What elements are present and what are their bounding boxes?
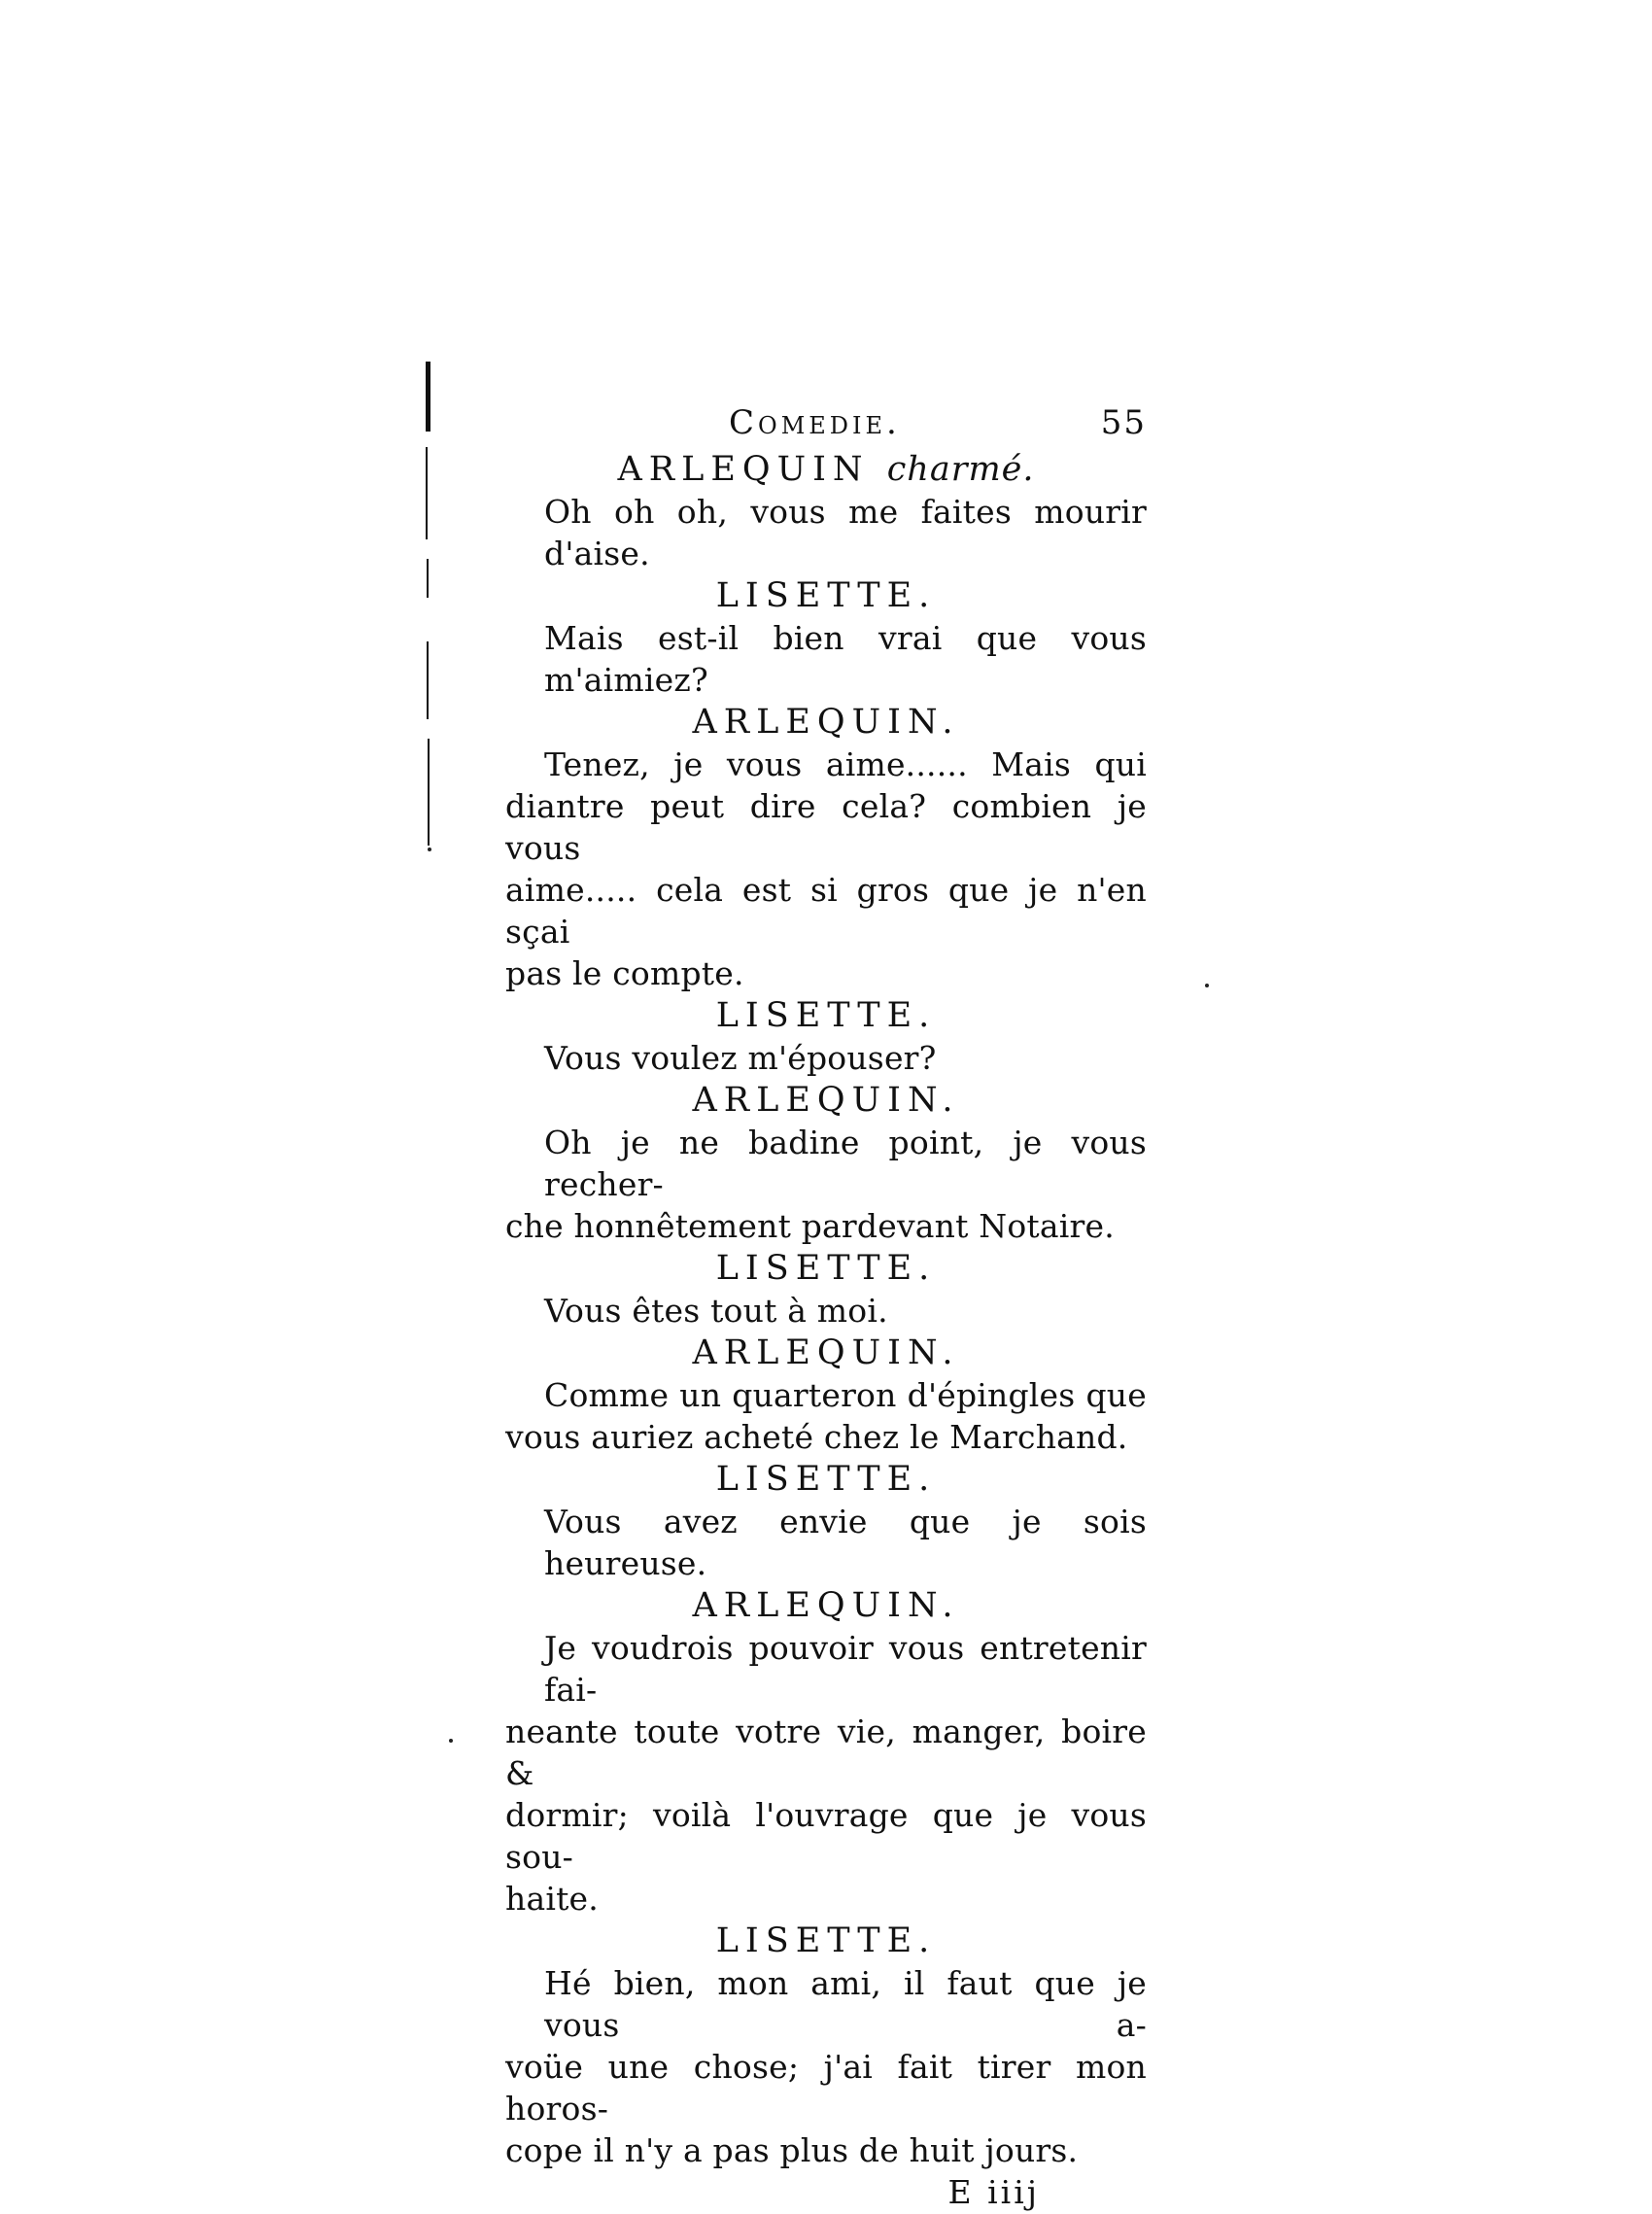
speech-line: Comme un quarteron d'épingles que bbox=[544, 1376, 1147, 1414]
speaker-heading bbox=[505, 574, 1147, 617]
speech bbox=[505, 1627, 1147, 1920]
margin-scan-line bbox=[426, 447, 428, 539]
speaker-name: ARLEQUIN. bbox=[692, 703, 960, 742]
speech bbox=[505, 1501, 1147, 1584]
speaker-heading bbox=[505, 1584, 1147, 1627]
speaker-heading bbox=[505, 1332, 1147, 1374]
speaker-heading bbox=[505, 1920, 1147, 1962]
margin-scan-line bbox=[428, 739, 430, 846]
speech bbox=[505, 617, 1147, 701]
running-title: Comedie. bbox=[729, 403, 901, 442]
page-text bbox=[505, 403, 1147, 2214]
stage-direction: charmé. bbox=[886, 450, 1035, 489]
speech-line: neante toute votre vie, manger, boire & bbox=[505, 1712, 1147, 1792]
speaker-name: LISETTE. bbox=[715, 1460, 937, 1499]
speaker-heading bbox=[505, 994, 1147, 1037]
speech-line: che honnêtement pardevant Notaire. bbox=[505, 1207, 1115, 1245]
running-header bbox=[505, 403, 1147, 448]
speech-line: pas le compte. bbox=[505, 954, 744, 992]
speaker-heading bbox=[505, 1247, 1147, 1290]
speech bbox=[505, 1962, 1147, 2171]
speaker-name: LISETTE. bbox=[715, 1249, 937, 1288]
speaker-name: ARLEQUIN. bbox=[692, 1081, 960, 1120]
margin-scan-line bbox=[427, 559, 429, 598]
speaker-name: ARLEQUIN. bbox=[692, 1333, 960, 1372]
speaker-heading bbox=[505, 1458, 1147, 1501]
speech-line: haite. bbox=[505, 1880, 599, 1918]
speech bbox=[505, 491, 1147, 574]
speech bbox=[505, 1037, 1147, 1079]
speaker-name: LISETTE. bbox=[715, 996, 937, 1035]
speech-line: Vous avez envie que je sois heureuse. bbox=[544, 1503, 1147, 1582]
speaker-name: LISETTE. bbox=[715, 1921, 937, 1960]
speech-line: voüe une chose; j'ai fait tirer mon horos- bbox=[505, 2048, 1147, 2128]
speech-line: Oh oh oh, vous me faites mourir d'aise. bbox=[544, 493, 1147, 572]
speaker-heading bbox=[505, 701, 1147, 744]
speech-line: Oh je ne badine point, je vous recher- bbox=[544, 1124, 1147, 1203]
speaker-heading bbox=[505, 1079, 1147, 1122]
margin-scan-line bbox=[426, 362, 430, 432]
speech-line: aime..... cela est si gros que je n'en sçai bbox=[505, 871, 1147, 951]
speaker-name: ARLEQUIN. bbox=[692, 1586, 960, 1625]
speech-line: Je voudrois pouvoir vous entretenir fai- bbox=[544, 1629, 1147, 1709]
speech bbox=[505, 744, 1147, 994]
margin-speck bbox=[449, 1739, 453, 1743]
margin-scan-line bbox=[427, 641, 429, 719]
speech-line: Tenez, je vous aime...... Mais qui bbox=[544, 745, 1147, 783]
speaker-heading bbox=[505, 448, 1147, 491]
speech-line: Vous voulez m'épouser? bbox=[544, 1039, 937, 1077]
speech-line: cope il n'y a pas plus de huit jours. bbox=[505, 2131, 1079, 2169]
speech bbox=[505, 1374, 1147, 1458]
speech bbox=[505, 1290, 1147, 1332]
page-number: 55 bbox=[1100, 403, 1147, 442]
speaker-name: ARLEQUIN bbox=[617, 450, 870, 489]
margin-speck bbox=[1205, 984, 1209, 987]
speech-line: diantre peut dire cela? combien je vous bbox=[505, 787, 1147, 867]
speech-line: vous auriez acheté chez le Marchand. bbox=[505, 1418, 1128, 1456]
speech bbox=[505, 1122, 1147, 1247]
margin-speck bbox=[428, 848, 431, 851]
speaker-name: LISETTE. bbox=[715, 576, 937, 615]
speech-line: Vous êtes tout à moi. bbox=[544, 1292, 888, 1330]
speech-line: Mais est-il bien vrai que vous m'aimiez? bbox=[544, 619, 1147, 699]
speech-line: dormir; voilà l'ouvrage que je vous sou- bbox=[505, 1796, 1147, 1876]
signature-mark: E iiij bbox=[947, 2173, 1040, 2211]
speech-line: Hé bien, mon ami, il faut que je vous a- bbox=[544, 1964, 1147, 2044]
